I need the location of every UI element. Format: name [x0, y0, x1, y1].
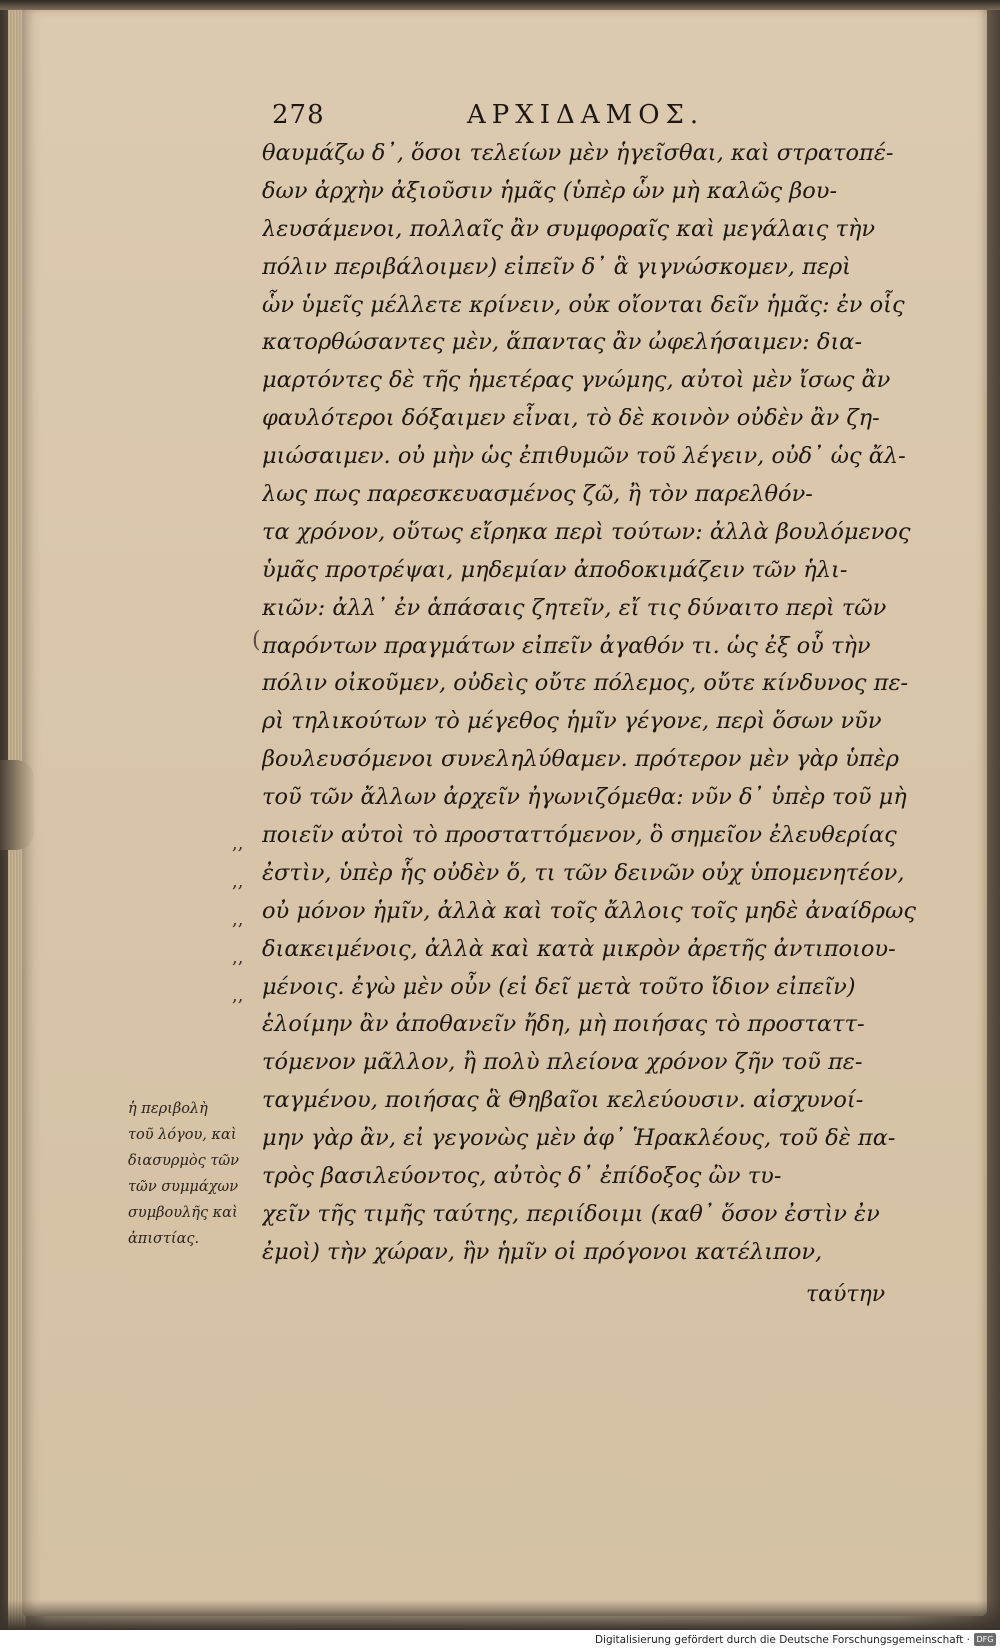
quote-mark: ,, — [232, 833, 244, 854]
margin-note — [128, 1096, 258, 1252]
text-line: κιῶν: ἀλλ᾽ ἐν ἁπάσαις ζητεῖν, εἴ τις δύναιτο περὶ τῶν — [262, 594, 887, 621]
text-line: μιώσαιμεν. οὐ μὴν ὡς ἐπιθυμῶν τοῦ λέγειν, οὐδ᾽ ὡς ἄλ- — [262, 443, 906, 470]
text-line: ὑμᾶς προτρέψαι, μηδεμίαν ἀποδοκιμάζειν τῶν ἡλι- — [262, 556, 848, 583]
text-line: διακειμένοις, ἀλλὰ καὶ κατὰ μικρὸν ἀρετῆς ἀντιποιου- — [262, 935, 896, 962]
text-line: ἐστὶν, ὑπὲρ ἧς οὐδὲν ὅ, τι τῶν δεινῶν οὐχ ὑπομενητέον, — [262, 859, 905, 886]
text-line: λευσάμενοι, πολλαῖς ἂν συμφοραῖς καὶ μεγάλαις τὴν — [262, 215, 876, 242]
text-line: τοῦ τῶν ἄλλων ἀρχεῖν ἠγωνιζόμεθα: νῦν δ᾽ ὑπὲρ τοῦ μὴ — [262, 784, 907, 811]
text-line: ἑλοίμην ἂν ἀποθανεῖν ἤδη, μὴ ποιήσας τὸ προσταττ- — [262, 1011, 865, 1038]
text-line: ποιεῖν αὐτοὶ τὸ προσταττόμενον, ὃ σημεῖον ἐλευθερίας — [262, 822, 897, 849]
quote-mark: ,, — [232, 946, 244, 968]
text-line: τόμενον μᾶλλον, ἢ πολὺ πλείονα χρόνον ζῆν τοῦ πε- — [262, 1049, 863, 1076]
text-line: βουλευσόμενοι συνεληλύθαμεν. πρότερον μὲν γὰρ ὑπὲρ — [262, 746, 899, 773]
page-number: 278 — [272, 100, 325, 130]
text-line: ρὶ τηλικούτων τὸ μέγεθος ἡμῖν γέγονε, περὶ ὅσων νῦν — [262, 708, 882, 735]
margin-note-line: τοῦ λόγου, καὶ — [128, 1127, 237, 1143]
running-title: ΑΡΧΙΔΑΜΟΣ. — [467, 100, 705, 130]
margin-note-line: ἀπιστίας. — [128, 1231, 200, 1247]
text-line: τα χρόνον, οὕτως εἴρηκα περὶ τούτων: ἀλλὰ βουλόμενος — [262, 518, 911, 545]
text-line: θαυμάζω δ᾽, ὅσοι τελείων μὲν ἡγεῖσθαι, καὶ στρατοπέ- — [262, 140, 894, 166]
text-line: χεῖν τῆς τιμῆς ταύτης, περιίδοιμι (καθ᾽ ὅσον ἐστὶν ἐν — [262, 1200, 880, 1227]
quote-marks-column — [232, 825, 256, 1014]
text-line: λως πως παρεσκευασμένος ζῶ, ἢ τὸν παρελθόν- — [262, 481, 813, 508]
text-line: ταγμένου, ποιήσας ἃ Θηβαῖοι κελεύουσιν. αἰσχυνοί- — [262, 1087, 864, 1114]
margin-note-line: ἡ περιβολὴ — [128, 1101, 208, 1117]
margin-note-line: διασυρμὸς τῶν — [128, 1153, 239, 1169]
text-line: ἐμοὶ) τὴν χώραν, ἣν ἡμῖν οἱ πρόγονοι κατέλιπον, — [262, 1238, 823, 1265]
text-line: φαυλότεροι δόξαιμεν εἶναι, τὸ δὲ κοινὸν οὐδὲν ἂν ζη- — [262, 405, 880, 432]
dfg-logo: DFG — [974, 1633, 996, 1646]
text-line: μαρτόντες δὲ τῆς ἡμετέρας γνώμης, αὐτοὶ μὲν ἴσως ἂν — [262, 367, 891, 394]
footer-credit: Digitalisierung gefördert durch die Deutsche Forschungsgemeinschaft · — [594, 1634, 970, 1646]
text-line: ὧν ὑμεῖς μέλλετε κρίνειν, οὐκ οἴονται δεῖν ἡμᾶς: ἐν οἷς — [262, 291, 905, 318]
margin-note-line: τῶν συμμάχων — [128, 1179, 239, 1195]
text-line: κατορθώσαντες μὲν, ἅπαντας ἂν ὠφελήσαιμεν: δια- — [262, 329, 863, 356]
text-line: παρόντων πραγμάτων εἰπεῖν ἀγαθόν τι. ὡς ἐξ οὗ τὴν — [262, 632, 871, 659]
book-clip — [0, 760, 34, 850]
text-line: δων ἀρχὴν ἀξιοῦσιν ἡμᾶς (ὑπὲρ ὧν μὴ καλῶς βου- — [262, 177, 838, 204]
quote-mark: ,, — [232, 870, 244, 892]
text-line: οὐ μόνον ἡμῖν, ἀλλὰ καὶ τοῖς ἄλλοις τοῖς μηδὲ ἀναίδρως — [262, 897, 916, 924]
text-line: τρὸς βασιλεύοντος, αὐτὸς δ᾽ ἐπίδοξος ὢν τυ- — [262, 1163, 782, 1190]
margin-note-line: συμβουλῆς καὶ — [128, 1205, 238, 1221]
page-header — [272, 100, 882, 136]
body-text — [262, 135, 927, 1272]
catchword: ταύτην — [806, 1282, 886, 1307]
text-line: πόλιν περιβάλοιμεν) εἰπεῖν δ᾽ ἃ γιγνώσκομεν, περὶ — [262, 253, 851, 280]
quote-mark: ,, — [232, 984, 244, 1006]
text-line: μένοις. ἐγὼ μὲν οὖν (εἰ δεῖ μετὰ τοῦτο ἴδιον εἰπεῖν) — [262, 973, 856, 1000]
margin-bracket-mark: ( — [252, 628, 261, 653]
bottom-shadow — [0, 1600, 1000, 1630]
quote-mark: ,, — [232, 908, 244, 930]
text-line: πόλιν οἰκοῦμεν, οὐδεὶς οὔτε πόλεμος, οὔτε κίνδυνος πε- — [262, 670, 909, 697]
text-line: μην γὰρ ἂν, εἰ γεγονὼς μὲν ἀφ᾽ Ἡρακλέους, τοῦ δὲ πα- — [262, 1125, 896, 1152]
top-edge-shadow — [0, 0, 1000, 10]
